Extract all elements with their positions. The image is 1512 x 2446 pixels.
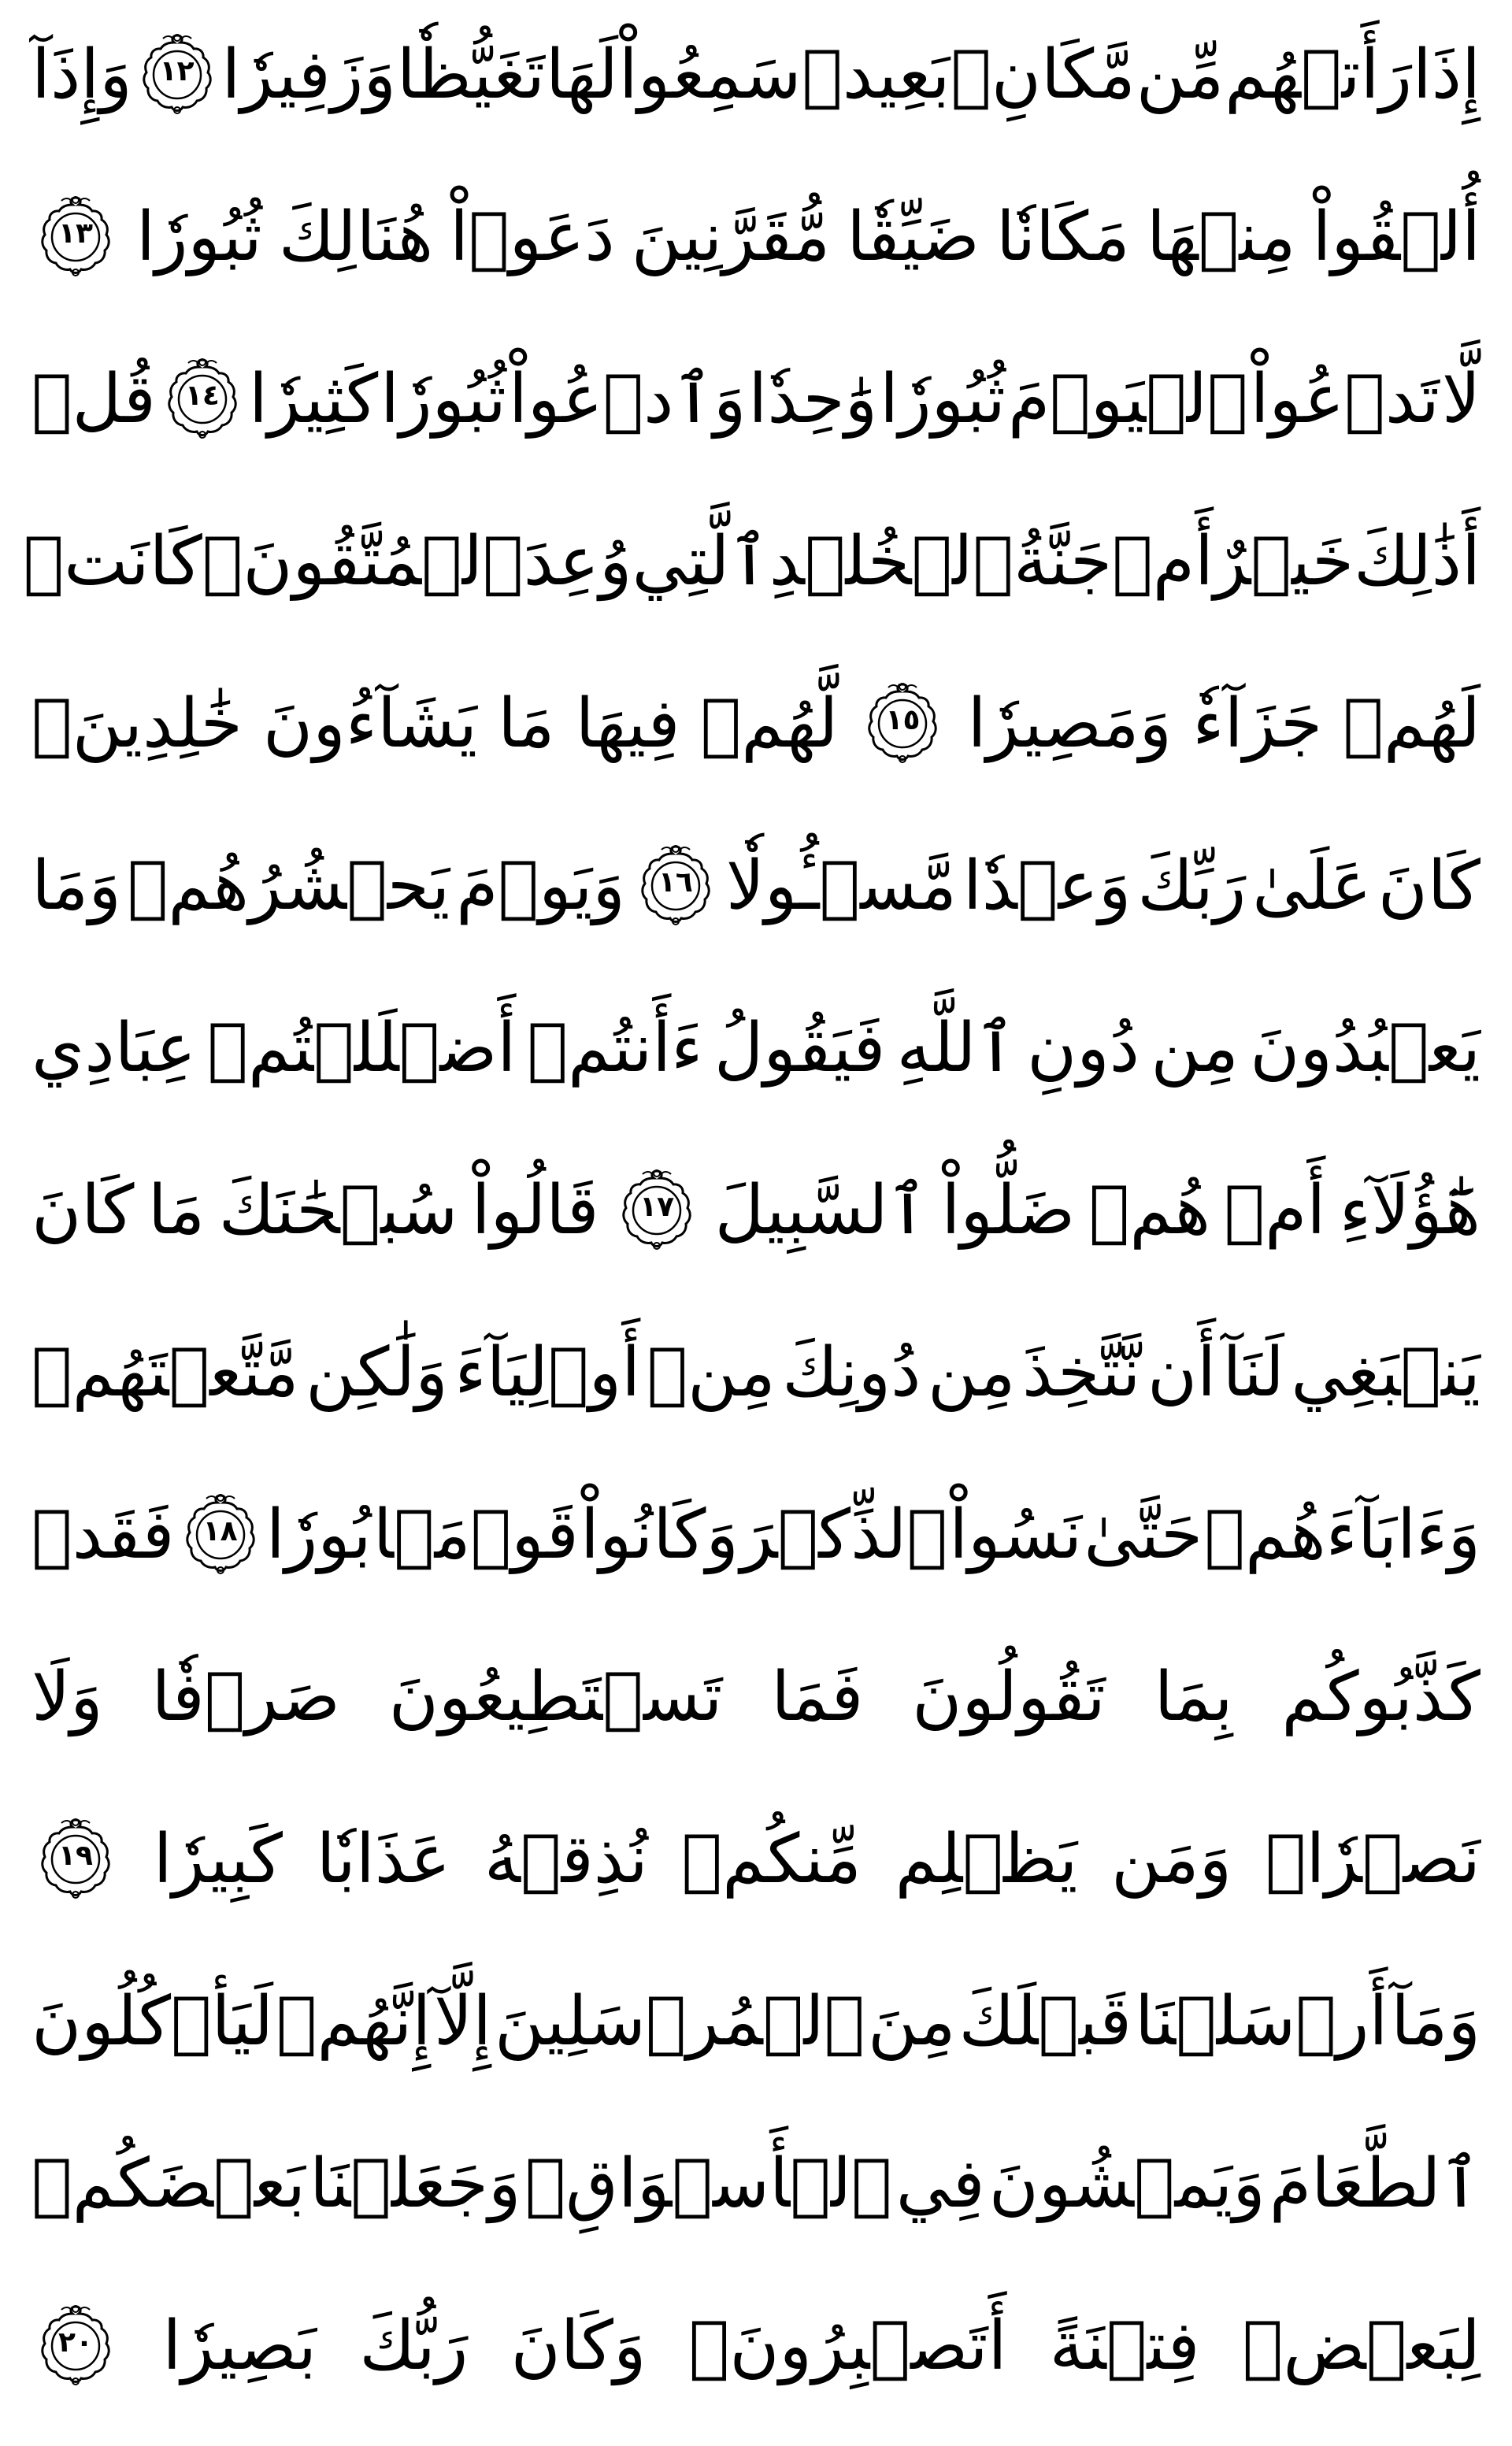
verse-word: يَحۡشُرُهُمۡ <box>127 847 450 925</box>
text-line <box>32 1792 1480 1926</box>
verse-word: وَمَن <box>1111 1820 1232 1899</box>
verse-word: إِذَا <box>1412 35 1480 114</box>
verse-word: نَسُواْ <box>949 1495 1083 1574</box>
verse-word: أَمۡ <box>1224 1171 1326 1250</box>
verse-word: ضَلُّواْ <box>941 1171 1076 1250</box>
verse-word: يَشَآءُونَ <box>263 684 478 763</box>
verse-word: كَذَّبُوكُم <box>1281 1658 1480 1736</box>
verse-word: وَلَا <box>32 1658 103 1736</box>
verse-word: إِنَّهُمۡ <box>276 1982 432 2061</box>
verse-word: مَّكَانِۭ <box>951 35 1136 114</box>
verse-word: تَسۡتَطِيعُونَ <box>388 1658 723 1736</box>
text-line <box>32 332 1480 466</box>
text-line <box>32 2279 1480 2413</box>
verse-word: ٱلۡمُتَّقُونَۚ <box>202 522 524 601</box>
quran-page <box>23 0 1480 2446</box>
verse-word: عَذَابٗا <box>316 1820 451 1899</box>
verse-word: ٱللَّهِ <box>896 1009 1016 1088</box>
verse-word: عَلَىٰ <box>1252 847 1372 925</box>
verse-word: فَمَا <box>771 1658 864 1736</box>
verse-word: أُلۡقُواْ <box>1312 198 1480 276</box>
verse-word: وَكَانَ <box>510 2307 647 2385</box>
verse-word: قَوۡمَۢا <box>372 1495 579 1574</box>
verse-word: فَيَقُولُ <box>713 1009 886 1088</box>
verse-word: ثُبُورٗا <box>880 360 1006 439</box>
text-line <box>32 981 1480 1115</box>
text-line <box>32 8 1480 142</box>
verse-word: أَوۡلِيَآءَ <box>454 1333 641 1412</box>
verse-word: صَرۡفٗا <box>151 1658 340 1736</box>
verse-word: لَيَأۡكُلُونَ <box>32 1982 274 2061</box>
verse-word: ٱلسَّبِيلَ <box>714 1171 928 1250</box>
verse-word: لَّهُمۡ <box>700 684 839 763</box>
verse-word: وَكَانُواْ <box>580 1495 739 1574</box>
verse-word: وَمَصِيرٗا <box>967 684 1173 763</box>
ayah-number: ١٤ <box>184 380 220 412</box>
verse-word: قُلۡ <box>32 360 156 439</box>
verse-word: مِنۡهَا <box>1146 198 1296 276</box>
verse-word: حَتَّىٰ <box>1084 1495 1203 1574</box>
verse-word: بِمَا <box>1154 1658 1233 1736</box>
verse-word: ٱلذِّكۡرَ <box>740 1495 948 1574</box>
verse-word: وَيَمۡشُونَ <box>988 2144 1266 2223</box>
ayah-end-marker <box>619 1166 695 1255</box>
verse-word: لَنَآ <box>1222 1333 1284 1412</box>
ayah-end-marker <box>638 842 713 930</box>
text-line <box>32 819 1480 953</box>
verse-word: ٱلۡخُلۡدِ <box>769 522 1014 601</box>
verse-word: دُونِكَ <box>782 1333 921 1412</box>
verse-word: رَأَتۡهُم <box>1225 35 1413 114</box>
verse-word: ثُبُورٗا <box>136 198 262 276</box>
verse-word: فِتۡنَةً <box>1049 2307 1200 2385</box>
verse-word: لَّا <box>1441 360 1480 439</box>
verse-word: جَزَآءٗ <box>1192 684 1323 763</box>
ayah-end-marker <box>38 1815 113 1903</box>
verse-word: مِنَ <box>868 1982 956 2061</box>
verse-word: تَدۡعُواْ <box>1250 360 1440 439</box>
verse-word: ثُبُورٗا <box>380 360 506 439</box>
verse-word: وُعِدَ <box>523 522 632 601</box>
verse-word: مِن <box>927 1333 1016 1412</box>
ayah-end-marker <box>865 680 940 768</box>
verse-word: ٱلَّتِي <box>632 522 769 601</box>
text-line <box>32 2117 1480 2251</box>
ayah-number: ١٥ <box>885 704 921 736</box>
verse-word: أَرۡسَلۡنَا <box>1134 1982 1388 2061</box>
ayah-number: ١٦ <box>658 866 693 899</box>
text-line <box>32 657 1480 791</box>
verse-word: قَبۡلَكَ <box>958 1982 1132 2061</box>
ayah-end-marker <box>139 31 215 119</box>
text-line <box>32 170 1480 304</box>
verse-word: هُمۡ <box>1088 1171 1210 1250</box>
verse-word: فِيهَا <box>575 684 680 763</box>
verse-word: أَذَٰلِكَ <box>1354 522 1480 601</box>
ayah-number: ١٢ <box>159 55 195 87</box>
verse-word: كَبِيرٗا <box>153 1820 283 1899</box>
verse-word: بَصِيرٗا <box>162 2307 317 2385</box>
verse-word: مَا <box>147 1171 206 1250</box>
verse-word: وَإِذَآ <box>32 35 132 114</box>
verse-word: خَيۡرٌ <box>1213 522 1354 601</box>
verse-word: يَظۡلِم <box>895 1820 1078 1899</box>
verse-word: ٱلۡيَوۡمَ <box>1007 360 1248 439</box>
verse-word: رَبُّكَ <box>359 2307 469 2385</box>
verse-word: تَغَيُّظٗا <box>396 35 545 114</box>
verse-word: وَيَوۡمَ <box>456 847 625 925</box>
verse-word: أَمۡ <box>1112 522 1214 601</box>
verse-word: مِنۡ <box>647 1333 776 1412</box>
verse-word: مِن <box>1151 1009 1239 1088</box>
verse-word: وَعۡدٗا <box>962 847 1132 925</box>
verse-word: لِبَعۡضٖ <box>1242 2307 1480 2385</box>
verse-word: بَعِيدٖ <box>802 35 951 114</box>
verse-word: ٱلۡأَسۡوَاقِۗ <box>524 2144 892 2223</box>
verse-word: ٱلطَّعَامَ <box>1269 2144 1480 2223</box>
verse-word: وَءَابَآءَهُمۡ <box>1204 1495 1480 1574</box>
verse-word: مَّسۡـُٔولٗا <box>725 847 957 925</box>
verse-word: دَعَوۡاْ <box>450 198 615 276</box>
ayah-number: ١٣ <box>58 217 94 250</box>
verse-word: كَثِيرٗا <box>248 360 379 439</box>
ayah-end-marker <box>38 193 113 281</box>
ayah-number: ١٩ <box>58 1840 94 1872</box>
verse-word: مِّن <box>1136 35 1225 114</box>
text-line <box>32 1630 1480 1764</box>
text-line <box>23 495 1480 628</box>
ayah-end-marker <box>38 2302 113 2390</box>
verse-word: هُنَالِكَ <box>278 198 434 276</box>
ayah-number: ١٨ <box>202 1515 238 1547</box>
verse-word: وَجَعَلۡنَا <box>309 2144 521 2223</box>
verse-word: تَقُولُونَ <box>912 1658 1106 1736</box>
verse-word: لَهُمۡ <box>1343 684 1480 763</box>
verse-word: وَمَا <box>32 847 121 925</box>
verse-word: هَٰٓؤُلَآءِ <box>1339 1171 1480 1250</box>
verse-word: وَزَفِيرٗا <box>221 35 396 114</box>
verse-word: بُورٗا <box>265 1495 372 1574</box>
verse-word: ضَيِّقٗا <box>847 198 980 276</box>
verse-word: مَا <box>498 684 555 763</box>
ayah-number: ١٧ <box>639 1191 675 1223</box>
ayah-number: ٢٠ <box>58 2326 93 2359</box>
verse-word: نَّتَّخِذَ <box>1021 1333 1141 1412</box>
verse-word: أَضۡلَلۡتُمۡ <box>207 1009 517 1088</box>
verse-word: سُبۡحَٰنَكَ <box>218 1171 458 1250</box>
verse-word: جَنَّةُ <box>1013 522 1113 601</box>
verse-word: أَتَصۡبِرُونَۗ <box>688 2307 1007 2385</box>
text-line <box>32 1955 1480 2088</box>
verse-word: كَانَ <box>32 1171 135 1250</box>
verse-word: ءَأَنتُمۡ <box>527 1009 703 1088</box>
verse-word: كَانَتۡ <box>23 522 202 601</box>
verse-word: وَلَٰكِن <box>306 1333 448 1412</box>
text-line <box>32 1468 1480 1602</box>
verse-word: وَٱدۡعُواْ <box>508 360 747 439</box>
verse-word: قَالُواْ <box>471 1171 599 1250</box>
verse-word: وَمَآ <box>1391 1982 1480 2061</box>
verse-word: رَبِّكَ <box>1137 847 1247 925</box>
verse-word: وَٰحِدٗا <box>748 360 878 439</box>
verse-word: خَٰلِدِينَۚ <box>32 684 243 763</box>
ayah-end-marker <box>183 1491 258 1579</box>
verse-word: كَانَ <box>1377 847 1480 925</box>
verse-word: يَنۢبَغِي <box>1291 1333 1480 1412</box>
verse-word: مَكَانٗا <box>995 198 1130 276</box>
verse-word: عِبَادِي <box>32 1009 197 1088</box>
verse-word: إِلَّآ <box>434 1982 492 2061</box>
verse-word: يَعۡبُدُونَ <box>1250 1009 1480 1088</box>
verse-word: مَّتَّعۡتَهُمۡ <box>32 1333 299 1412</box>
verse-word: دُونِ <box>1027 1009 1140 1088</box>
ayah-end-marker <box>165 355 240 443</box>
verse-word: مِّنكُمۡ <box>681 1820 862 1899</box>
verse-word: فَقَدۡ <box>32 1495 175 1574</box>
verse-word: ٱلۡمُرۡسَلِينَ <box>494 1982 865 2061</box>
verse-word: لَهَا <box>545 35 618 114</box>
text-line <box>32 1143 1480 1277</box>
verse-word: فِي <box>895 2144 985 2223</box>
verse-word: نُذِقۡهُ <box>484 1820 648 1899</box>
verse-word: نَصۡرٗاۚ <box>1265 1820 1480 1899</box>
text-line <box>32 1306 1480 1440</box>
verse-word: أَن <box>1147 1333 1217 1412</box>
verse-word: مُّقَرَّنِينَ <box>631 198 831 276</box>
verse-word: بَعۡضَكُمۡ <box>32 2144 306 2223</box>
verse-word: سَمِعُواْ <box>618 35 802 114</box>
